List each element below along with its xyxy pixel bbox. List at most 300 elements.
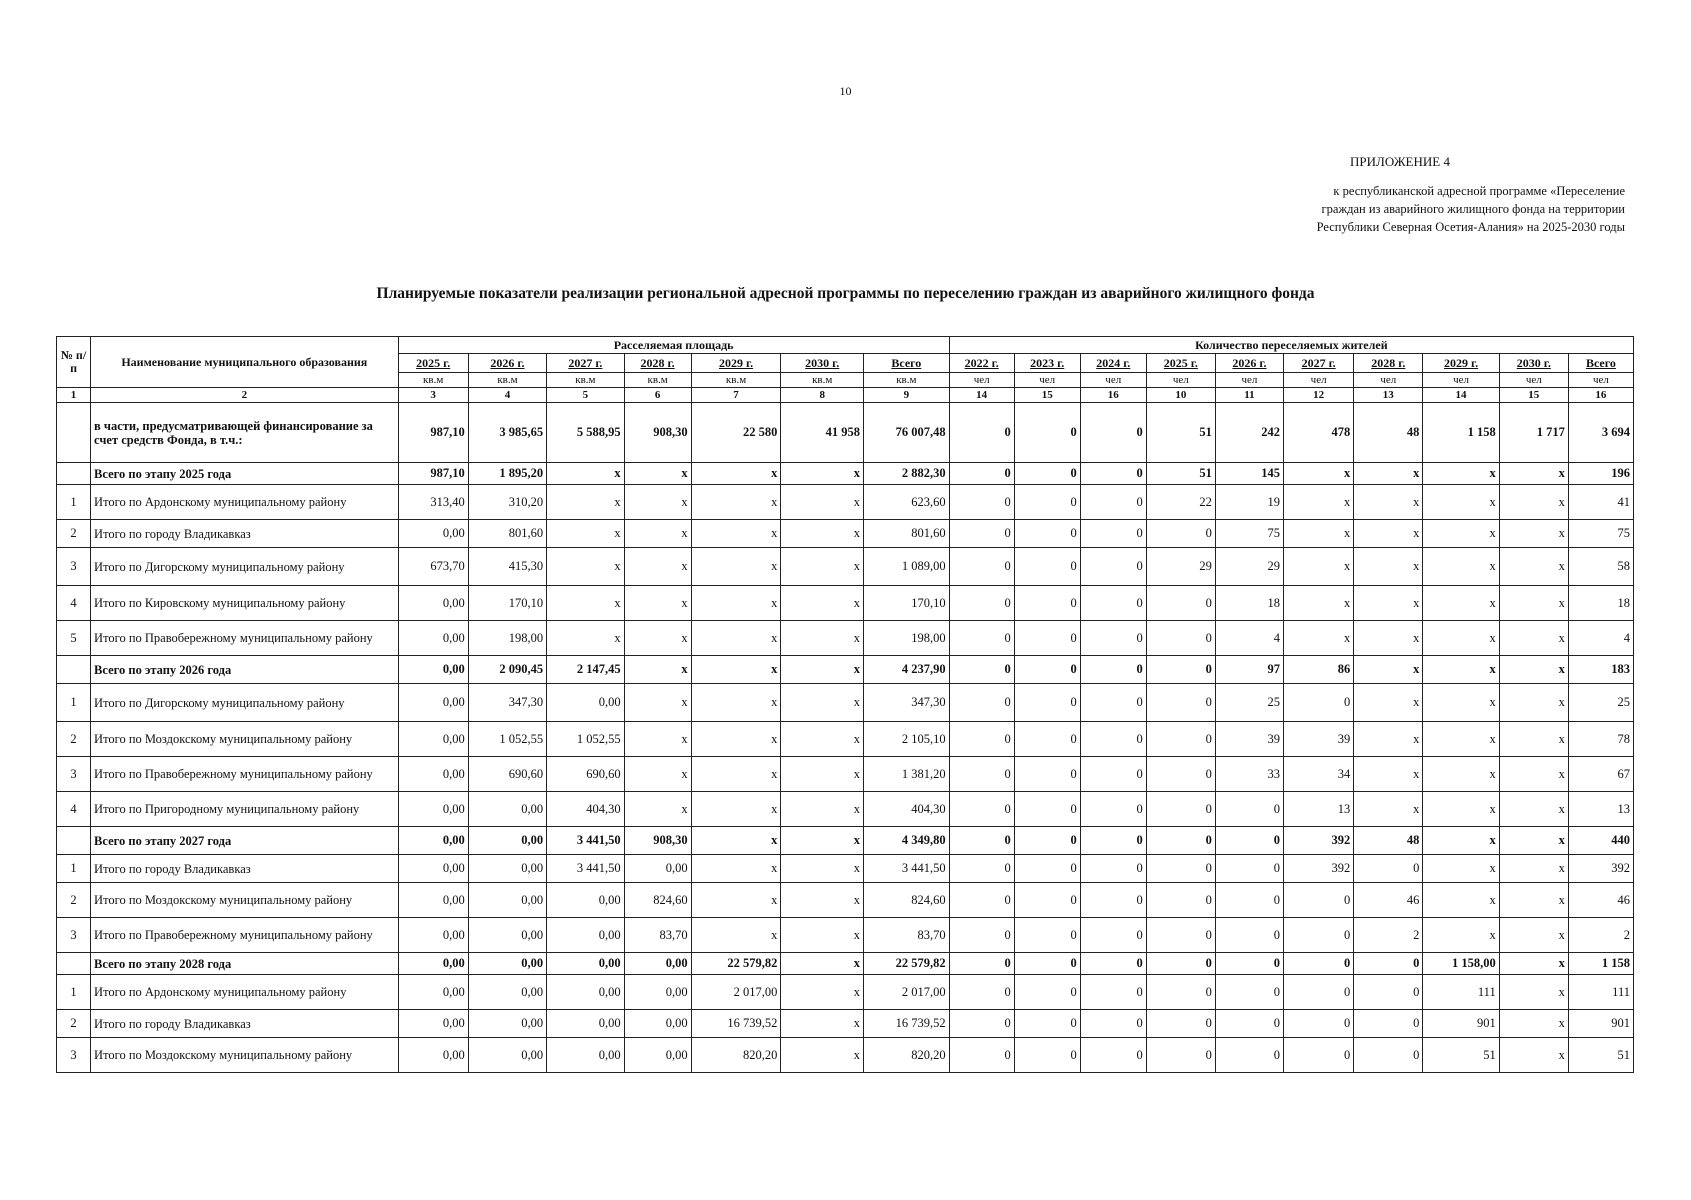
table-cell: x (624, 463, 691, 485)
table-cell: 51 (1568, 1038, 1633, 1073)
header-column-index: 14 (1423, 388, 1499, 403)
table-cell: 0,00 (624, 855, 691, 883)
table-cell: x (1354, 722, 1423, 757)
table-cell: 0 (1080, 403, 1146, 463)
row-name: Итого по Дигорскому муниципальному району (91, 548, 399, 586)
table-cell: x (547, 586, 624, 621)
table-cell: 0 (1080, 684, 1146, 722)
table-cell: 673,70 (398, 548, 468, 586)
table-cell: 0 (1014, 656, 1080, 684)
table-cell: 0 (1215, 1038, 1283, 1073)
appendix-line: граждан из аварийного жилищного фонда на территории (1321, 202, 1625, 216)
header-unit: чел (1423, 373, 1499, 388)
table-cell: 170,10 (468, 586, 546, 621)
table-cell: x (1423, 656, 1499, 684)
table-cell: 4 (1568, 621, 1633, 656)
table-cell: 0 (1080, 792, 1146, 827)
table-cell: x (781, 855, 864, 883)
table-cell: 2 147,45 (547, 656, 624, 684)
table-cell: 58 (1568, 548, 1633, 586)
table-cell: 0,00 (468, 975, 546, 1010)
header-column-index: 13 (1354, 388, 1423, 403)
row-name: Итого по Моздокскому муниципальному району (91, 883, 399, 918)
table-cell: 347,30 (863, 684, 949, 722)
header-unit: кв.м (468, 373, 546, 388)
table-cell: 0,00 (547, 1010, 624, 1038)
row-name: Всего по этапу 2025 года (91, 463, 399, 485)
table-cell: 1 895,20 (468, 463, 546, 485)
table-cell: 51 (1423, 1038, 1499, 1073)
table-cell: 18 (1568, 586, 1633, 621)
row-number: 1 (57, 975, 91, 1010)
header-column-index: 11 (1215, 388, 1283, 403)
table-cell: x (624, 520, 691, 548)
header-column-index: 10 (1146, 388, 1215, 403)
table-cell: 0 (1014, 722, 1080, 757)
row-number: 1 (57, 855, 91, 883)
table-cell: 0 (1014, 953, 1080, 975)
table-cell: 41 (1568, 485, 1633, 520)
table-cell: 0 (1080, 548, 1146, 586)
header-people-group: Количество переселяемых жителей (949, 337, 1633, 354)
table-cell: 440 (1568, 827, 1633, 855)
table-cell: 48 (1354, 827, 1423, 855)
row-number: 3 (57, 1038, 91, 1073)
table-cell: 111 (1423, 975, 1499, 1010)
table-cell: x (1423, 722, 1499, 757)
table-cell: 0 (1146, 684, 1215, 722)
row-name: Итого по Кировскому муниципальному району (91, 586, 399, 621)
table-cell: x (781, 883, 864, 918)
header-column-index: 15 (1499, 388, 1568, 403)
table-cell: 0,00 (398, 722, 468, 757)
table-cell: 25 (1215, 684, 1283, 722)
table-cell: 824,60 (624, 883, 691, 918)
table-cell: x (1499, 792, 1568, 827)
table-cell: x (624, 684, 691, 722)
table-cell: 2 105,10 (863, 722, 949, 757)
header-column-index: 1 (57, 388, 91, 403)
appendix-line: Республики Северная Осетия-Алания» на 2025-2030 годы (1316, 220, 1625, 234)
table-cell: x (1354, 548, 1423, 586)
table-cell: 0 (1014, 586, 1080, 621)
header-column-index: 16 (1568, 388, 1633, 403)
table-cell: x (781, 1010, 864, 1038)
table-cell: 29 (1215, 548, 1283, 586)
table-cell: 0 (1080, 586, 1146, 621)
header-num: № п/п (57, 337, 91, 388)
row-number (57, 463, 91, 485)
table-cell: 2 (1354, 918, 1423, 953)
table-cell: 0 (1215, 975, 1283, 1010)
table-cell: x (1354, 586, 1423, 621)
table-cell: 0 (949, 586, 1014, 621)
table-cell: 13 (1568, 792, 1633, 827)
table-cell: 196 (1568, 463, 1633, 485)
table-cell: x (547, 548, 624, 586)
table-cell: 0 (1354, 975, 1423, 1010)
table-cell: 0,00 (547, 975, 624, 1010)
table-row (57, 1010, 1634, 1038)
table-cell: 145 (1215, 463, 1283, 485)
row-number: 2 (57, 1010, 91, 1038)
table-cell: 83,70 (624, 918, 691, 953)
table-cell: 3 985,65 (468, 403, 546, 463)
table-cell: 0,00 (398, 1038, 468, 1073)
table-cell: 2 (1568, 918, 1633, 953)
row-name: Итого по городу Владикавказ (91, 1010, 399, 1038)
header-column-index: 5 (547, 388, 624, 403)
table-cell: x (1499, 684, 1568, 722)
table-cell: 824,60 (863, 883, 949, 918)
table-cell: 3 441,50 (863, 855, 949, 883)
table-cell: x (781, 757, 864, 792)
row-number: 3 (57, 757, 91, 792)
table-cell: x (624, 722, 691, 757)
table-cell: 34 (1284, 757, 1354, 792)
table-cell: 2 882,30 (863, 463, 949, 485)
table-cell: 75 (1568, 520, 1633, 548)
table-cell: x (1354, 684, 1423, 722)
table-cell: 0,00 (624, 1010, 691, 1038)
table-cell: x (781, 1038, 864, 1073)
header-column-index: 4 (468, 388, 546, 403)
table-cell: x (1499, 1038, 1568, 1073)
table-cell: 0 (1080, 656, 1146, 684)
table-cell: 0 (1014, 975, 1080, 1010)
table-summary-row (57, 403, 1634, 463)
table-cell: x (1354, 656, 1423, 684)
header-column-index: 14 (949, 388, 1014, 403)
table-cell: 3 441,50 (547, 827, 624, 855)
table-cell: x (781, 485, 864, 520)
header-name: Наименование муниципального образования (91, 337, 399, 388)
row-number: 2 (57, 520, 91, 548)
row-name: Всего по этапу 2026 года (91, 656, 399, 684)
table-cell: 3 441,50 (547, 855, 624, 883)
table-cell: 198,00 (468, 621, 546, 656)
table-cell: x (1499, 485, 1568, 520)
table-cell: 0 (1014, 918, 1080, 953)
table-cell: 0,00 (468, 827, 546, 855)
table-cell: x (1499, 883, 1568, 918)
table-cell: 0 (1014, 485, 1080, 520)
table-cell: x (1423, 684, 1499, 722)
table-cell: 0,00 (398, 953, 468, 975)
table-cell: 0 (1014, 757, 1080, 792)
row-name: Итого по Ардонскому муниципальному району (91, 485, 399, 520)
table-cell: 0,00 (468, 792, 546, 827)
table-cell: x (691, 621, 781, 656)
row-name: Всего по этапу 2027 года (91, 827, 399, 855)
row-name: Итого по Ардонскому муниципальному району (91, 975, 399, 1010)
table-row (57, 918, 1634, 953)
table-summary-row (57, 463, 1634, 485)
table-cell: 0 (1146, 827, 1215, 855)
table-cell: x (624, 792, 691, 827)
table-cell: 0 (949, 883, 1014, 918)
row-number: 1 (57, 485, 91, 520)
header-unit: чел (1568, 373, 1633, 388)
table-cell: 3 694 (1568, 403, 1633, 463)
table-cell: 1 717 (1499, 403, 1568, 463)
table-cell: x (1354, 621, 1423, 656)
row-number: 1 (57, 684, 91, 722)
table-cell: 18 (1215, 586, 1283, 621)
table-cell: x (1499, 855, 1568, 883)
table-cell: 0 (949, 918, 1014, 953)
table-cell: x (1499, 1010, 1568, 1038)
header-unit: кв.м (863, 373, 949, 388)
table-cell: x (1423, 827, 1499, 855)
table-cell: x (1423, 548, 1499, 586)
row-name: Итого по Правобережному муниципальному району (91, 621, 399, 656)
table-cell: x (547, 621, 624, 656)
table-cell: 0,00 (624, 975, 691, 1010)
table-cell: 0 (1080, 1010, 1146, 1038)
table-cell: 347,30 (468, 684, 546, 722)
table-cell: 0,00 (547, 684, 624, 722)
table-cell: x (781, 953, 864, 975)
table-cell: 0 (1014, 684, 1080, 722)
table-cell: 987,10 (398, 403, 468, 463)
table-cell: 0,00 (398, 918, 468, 953)
table-cell: 0 (1014, 463, 1080, 485)
appendix-title: ПРИЛОЖЕНИЕ 4 (1350, 154, 1450, 169)
table-cell: 0,00 (468, 883, 546, 918)
table-summary-row (57, 656, 1634, 684)
table-cell: x (691, 548, 781, 586)
header-unit: кв.м (624, 373, 691, 388)
table-cell: x (1284, 463, 1354, 485)
table-cell: x (624, 757, 691, 792)
header-people-year: 2026 г. (1215, 354, 1283, 373)
table-cell: 0 (949, 1038, 1014, 1073)
table-cell: 0,00 (398, 1010, 468, 1038)
table-cell: 67 (1568, 757, 1633, 792)
table-cell: x (1284, 586, 1354, 621)
table-cell: x (1284, 621, 1354, 656)
table-cell: 0 (1146, 883, 1215, 918)
table-cell: 0,00 (398, 975, 468, 1010)
table-cell: 170,10 (863, 586, 949, 621)
table-cell: 0 (949, 827, 1014, 855)
table-cell: 183 (1568, 656, 1633, 684)
table-cell: x (1423, 792, 1499, 827)
table-cell: 25 (1568, 684, 1633, 722)
table-row (57, 621, 1634, 656)
table-cell: x (691, 792, 781, 827)
table-cell: 33 (1215, 757, 1283, 792)
table-cell: 0,00 (468, 1038, 546, 1073)
header-column-index: 8 (781, 388, 864, 403)
table-cell: 75 (1215, 520, 1283, 548)
table-cell: 97 (1215, 656, 1283, 684)
table-row (57, 485, 1634, 520)
table-cell: 0,00 (398, 855, 468, 883)
table-cell: 22 (1146, 485, 1215, 520)
table-cell: 0,00 (547, 883, 624, 918)
table-cell: x (1354, 485, 1423, 520)
header-column-index: 15 (1014, 388, 1080, 403)
table-cell: 0 (1080, 855, 1146, 883)
table-cell: 0 (1146, 757, 1215, 792)
table-cell: x (1354, 463, 1423, 485)
table-cell: x (691, 855, 781, 883)
table-cell: 0 (1080, 485, 1146, 520)
table-cell: 908,30 (624, 827, 691, 855)
table-cell: 51 (1146, 403, 1215, 463)
header-unit: чел (1080, 373, 1146, 388)
table-cell: 4 349,80 (863, 827, 949, 855)
header-area-year: 2029 г. (691, 354, 781, 373)
table-row (57, 757, 1634, 792)
table-cell: 801,60 (468, 520, 546, 548)
header-people-year: 2024 г. (1080, 354, 1146, 373)
table-cell: 0 (949, 722, 1014, 757)
table-cell: 1 052,55 (547, 722, 624, 757)
table-cell: 0 (949, 684, 1014, 722)
header-column-index: 7 (691, 388, 781, 403)
table-cell: 801,60 (863, 520, 949, 548)
table-cell: 901 (1423, 1010, 1499, 1038)
page-number: 10 (839, 84, 852, 98)
header-area-year: Всего (863, 354, 949, 373)
table-cell: 0 (1146, 621, 1215, 656)
header-index-row (57, 388, 1634, 403)
table-cell: 0 (1284, 953, 1354, 975)
table-cell: 0 (949, 548, 1014, 586)
table-cell: 0,00 (398, 757, 468, 792)
table-cell: 690,60 (547, 757, 624, 792)
row-name: в части, предусматривающей финансирование за счет средств Фонда, в т.ч.: (91, 403, 399, 463)
table-cell: x (1423, 621, 1499, 656)
table-cell: x (1284, 520, 1354, 548)
header-area-year: 2027 г. (547, 354, 624, 373)
table-row (57, 975, 1634, 1010)
table-cell: 0 (1146, 586, 1215, 621)
table-cell: 0 (1354, 953, 1423, 975)
table-cell: x (1499, 656, 1568, 684)
header-people-year: Всего (1568, 354, 1633, 373)
table-cell: 908,30 (624, 403, 691, 463)
table-cell: 0 (1284, 1010, 1354, 1038)
table-cell: 41 958 (781, 403, 864, 463)
table-cell: 623,60 (863, 485, 949, 520)
table-cell: 22 579,82 (691, 953, 781, 975)
table-cell: 0 (949, 1010, 1014, 1038)
table-cell: 16 739,52 (863, 1010, 949, 1038)
table-row (57, 792, 1634, 827)
row-name: Итого по Моздокскому муниципальному району (91, 1038, 399, 1073)
table-cell: 0 (1354, 1010, 1423, 1038)
table-cell: x (547, 463, 624, 485)
table-cell: x (1423, 586, 1499, 621)
header-unit: кв.м (781, 373, 864, 388)
table-cell: 0,00 (547, 1038, 624, 1073)
header-area-year: 2026 г. (468, 354, 546, 373)
table-cell: 39 (1284, 722, 1354, 757)
row-name: Итого по городу Владикавказ (91, 520, 399, 548)
table-cell: 0 (949, 463, 1014, 485)
table-row (57, 586, 1634, 621)
table-cell: x (624, 485, 691, 520)
table-cell: x (1423, 463, 1499, 485)
table-cell: 0 (1146, 1038, 1215, 1073)
table-cell: x (691, 656, 781, 684)
table-cell: x (1354, 520, 1423, 548)
table-cell: x (624, 548, 691, 586)
table-row (57, 520, 1634, 548)
table-cell: 0 (949, 855, 1014, 883)
table-cell: x (691, 520, 781, 548)
table-cell: x (691, 883, 781, 918)
table-cell: x (691, 757, 781, 792)
table-cell: 0,00 (398, 792, 468, 827)
table-cell: 0 (949, 757, 1014, 792)
header-unit: кв.м (398, 373, 468, 388)
table-cell: x (1499, 520, 1568, 548)
table-row (57, 855, 1634, 883)
header-unit: чел (1354, 373, 1423, 388)
table-cell: 1 052,55 (468, 722, 546, 757)
row-number (57, 403, 91, 463)
table-cell: x (624, 586, 691, 621)
table-cell: 29 (1146, 548, 1215, 586)
table-cell: 690,60 (468, 757, 546, 792)
header-people-year: 2025 г. (1146, 354, 1215, 373)
table-cell: 0 (1014, 883, 1080, 918)
table-cell: 22 580 (691, 403, 781, 463)
row-number: 4 (57, 586, 91, 621)
table-cell: 0 (1014, 403, 1080, 463)
header-column-index: 3 (398, 388, 468, 403)
table-cell: x (781, 722, 864, 757)
table-cell: x (781, 827, 864, 855)
table-cell: 0,00 (398, 656, 468, 684)
table-cell: 404,30 (547, 792, 624, 827)
table-cell: 0 (1354, 1038, 1423, 1073)
table-cell: x (1354, 757, 1423, 792)
table-cell: x (781, 463, 864, 485)
table-cell: 0 (1215, 953, 1283, 975)
table-cell: x (691, 827, 781, 855)
table-cell: 0 (1215, 1010, 1283, 1038)
table-cell: x (781, 656, 864, 684)
table-cell: 0 (1215, 792, 1283, 827)
table-cell: 1 158,00 (1423, 953, 1499, 975)
table-cell: 0,00 (398, 586, 468, 621)
table-cell: 0 (1146, 918, 1215, 953)
table-cell: 0 (1284, 684, 1354, 722)
header-people-year: 2022 г. (949, 354, 1014, 373)
table-cell: 0 (1146, 722, 1215, 757)
table-cell: x (691, 463, 781, 485)
table-cell: 0,00 (468, 918, 546, 953)
table-cell: 13 (1284, 792, 1354, 827)
table-cell: 0 (1014, 520, 1080, 548)
appendix-line: к республиканской адресной программе «Переселение (1333, 184, 1625, 198)
table-cell: x (547, 485, 624, 520)
table-cell: 0,00 (398, 684, 468, 722)
table-cell: 0 (1080, 757, 1146, 792)
table-cell: 901 (1568, 1010, 1633, 1038)
row-number: 5 (57, 621, 91, 656)
table-cell: 0 (1284, 975, 1354, 1010)
table-cell: 0 (1080, 463, 1146, 485)
table-cell: 0 (1284, 1038, 1354, 1073)
table-cell: 83,70 (863, 918, 949, 953)
